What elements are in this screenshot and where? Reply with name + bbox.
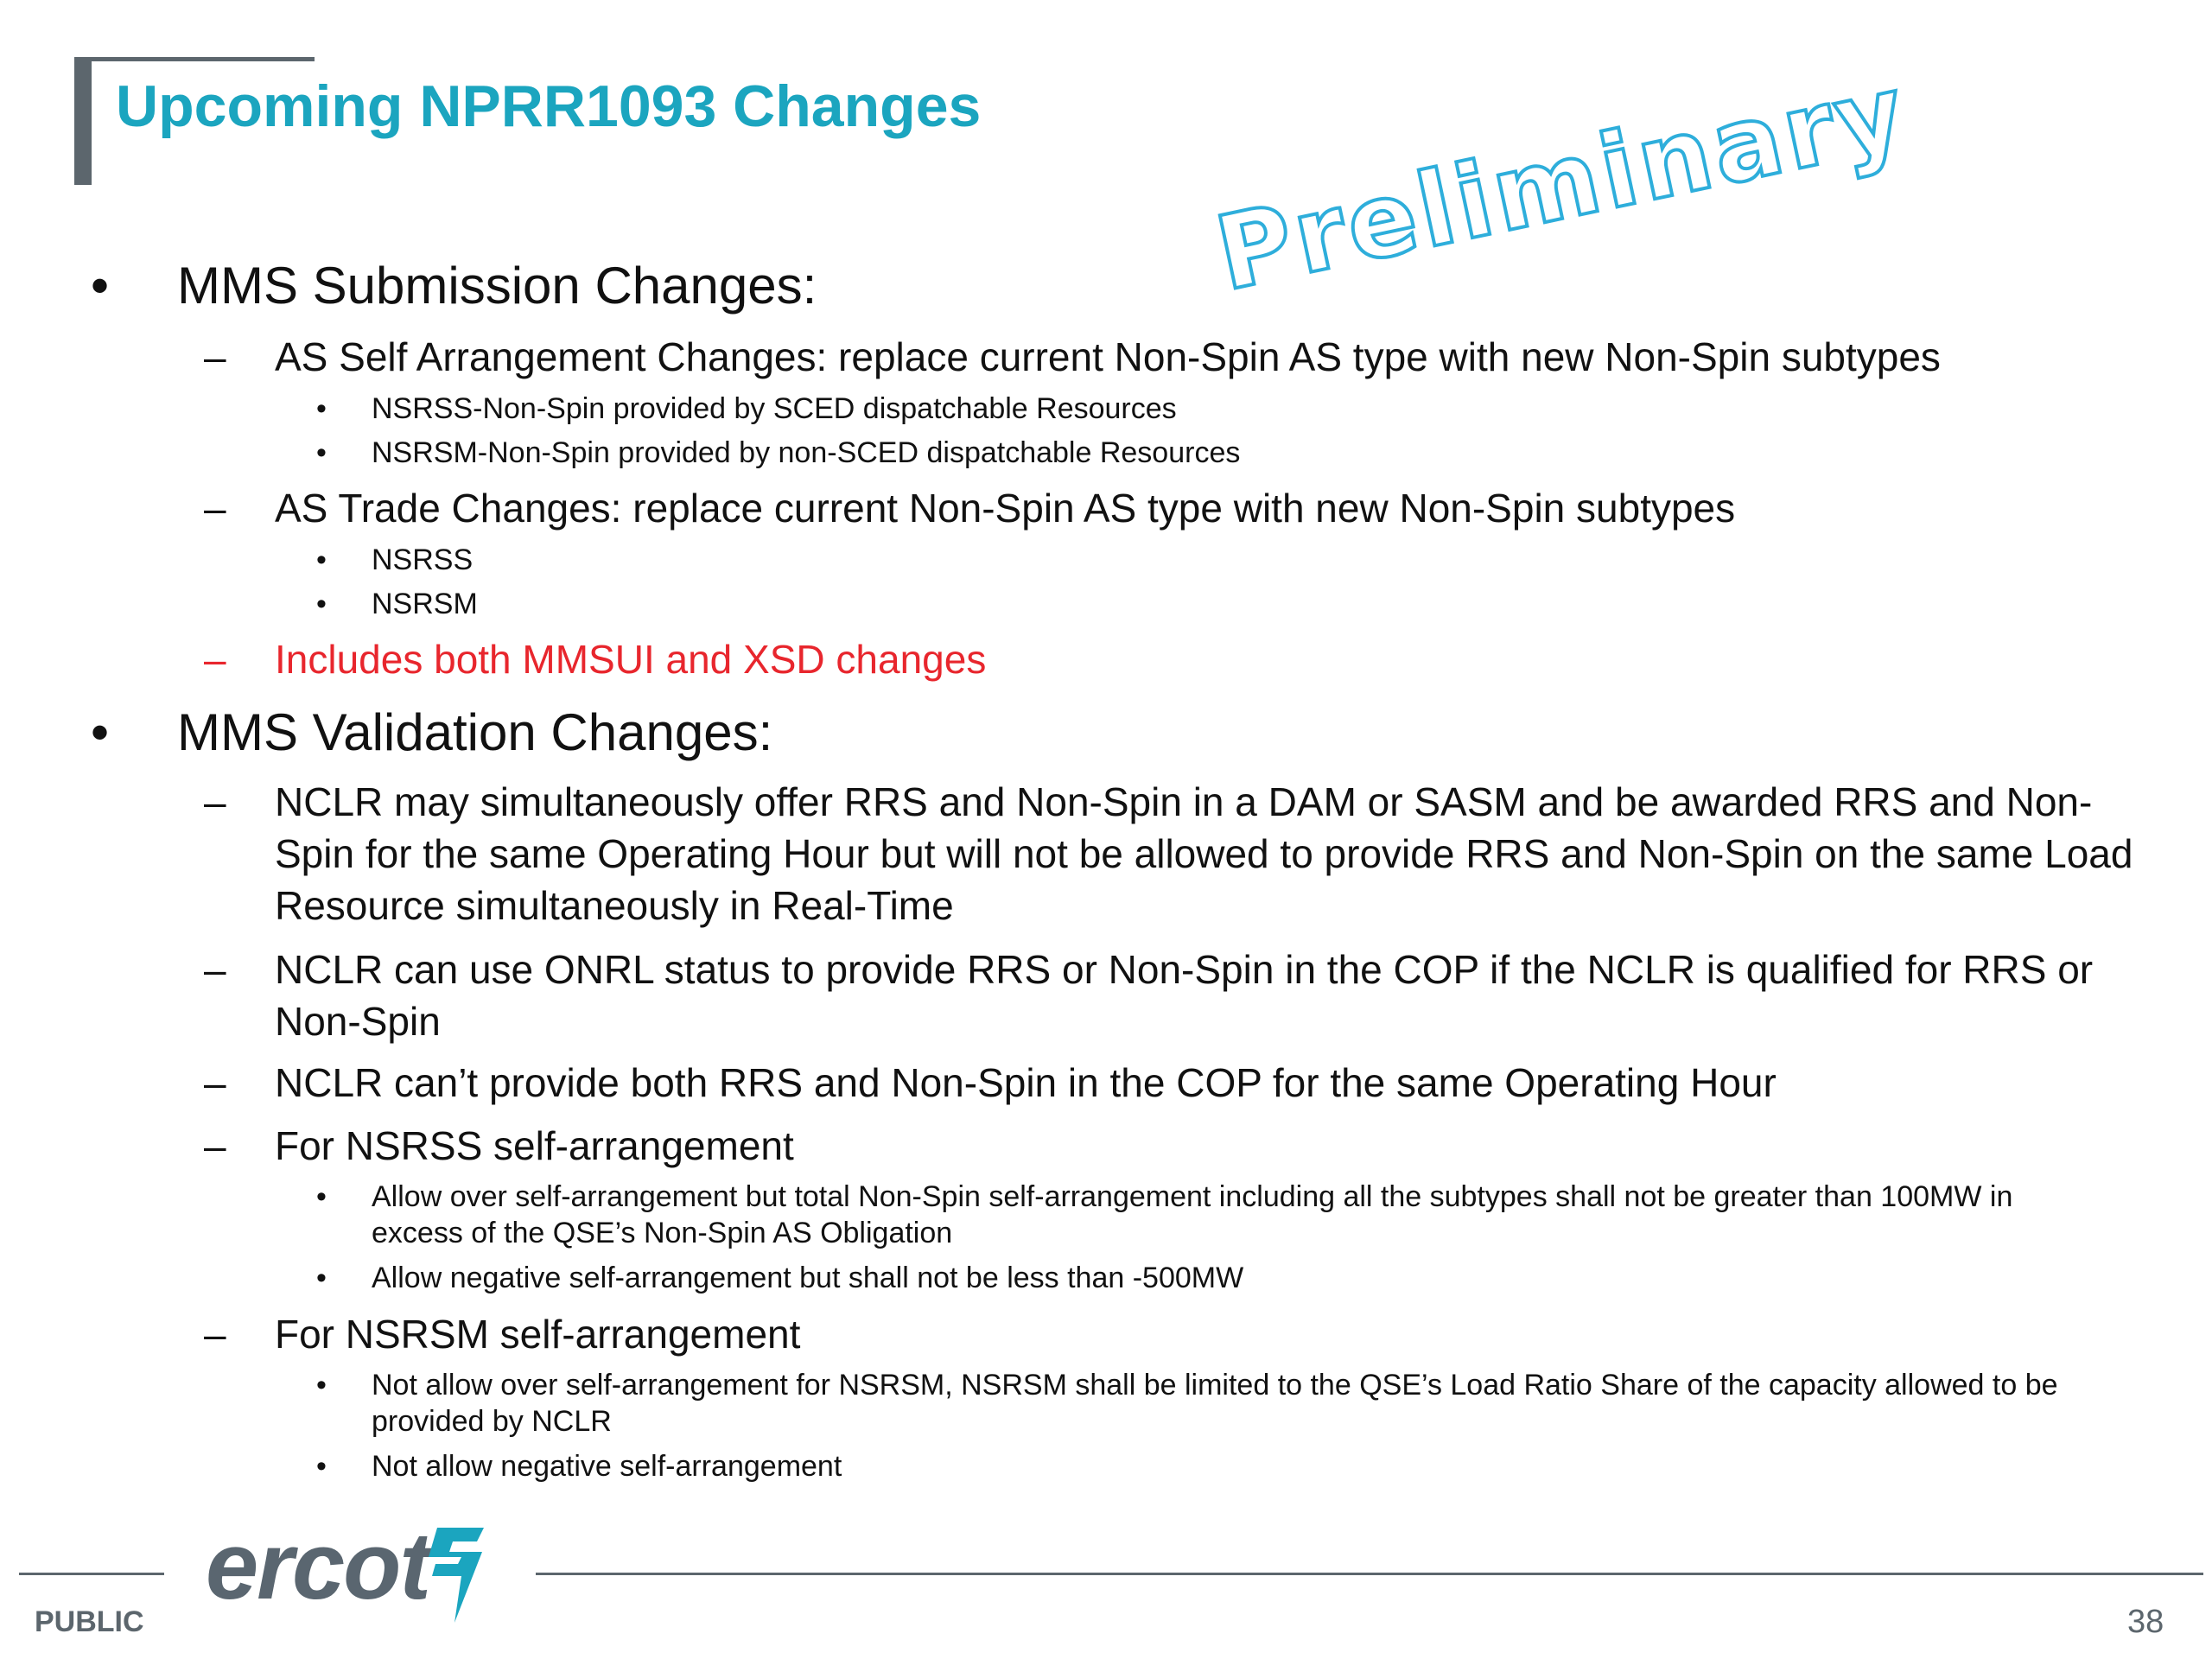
sub-list-item xyxy=(316,391,2108,427)
list-item xyxy=(204,1120,2158,1172)
sub-list-item xyxy=(316,435,2108,471)
list-item-text: NCLR may simultaneously offer RRS and Non-Spin in a DAM or SASM and be awarded RRS and Non-Spin for the same Operating Hour but will not be allowed to provide RRS and Non-Spin on the same Load Resource simultaneously in Real-Time xyxy=(275,779,2133,928)
sub-list-item-text: Allow over self-arrangement but total Non-Spin self-arrangement including all the subtypes shall not be greater than 100MW in excess of the QSE’s Non-Spin AS Obligation xyxy=(372,1180,2013,1249)
sub-list-item xyxy=(316,1260,2108,1296)
sub-list-item-text: NSRSM xyxy=(372,588,478,620)
bullet-icon: • xyxy=(316,1369,327,1402)
list-item-text: NCLR can’t provide both RRS and Non-Spin in the COP for the same Operating Hour xyxy=(275,1060,1777,1105)
section-heading-text: MMS Submission Changes: xyxy=(177,257,817,315)
dash-icon: – xyxy=(204,486,226,531)
section-heading-submission xyxy=(91,257,817,315)
list-item-highlight xyxy=(204,633,2158,685)
dash-icon: – xyxy=(204,779,226,824)
slide-title: Upcoming NPRR1093 Changes xyxy=(116,73,982,139)
bullet-icon: • xyxy=(316,588,327,620)
section-heading-validation xyxy=(91,703,773,761)
sub-list-item-text: Not allow over self-arrangement for NSRSM, NSRSM shall be limited to the QSE’s Load Ratio Share of the capacity allowed to be provided by NCLR xyxy=(372,1369,2058,1438)
bullet-icon: • xyxy=(316,1450,327,1483)
list-item xyxy=(204,482,2158,534)
list-item-text: For NSRSS self-arrangement xyxy=(275,1123,794,1168)
dash-icon: – xyxy=(204,334,226,379)
bullet-icon: • xyxy=(316,1262,327,1294)
bullet-icon: • xyxy=(91,703,110,761)
section-heading-text: MMS Validation Changes: xyxy=(177,703,773,761)
list-item-text: Includes both MMSUI and XSD changes xyxy=(275,637,987,682)
sub-list-item xyxy=(316,1448,2108,1484)
list-item xyxy=(204,1308,2158,1360)
title-accent-bar xyxy=(74,57,92,185)
sub-list-item-text: Allow negative self-arrangement but shall not be less than -500MW xyxy=(372,1262,1244,1294)
sub-list-item-text: NSRSS-Non-Spin provided by SCED dispatchable Resources xyxy=(372,392,1177,425)
list-item-text: For NSRSM self-arrangement xyxy=(275,1312,801,1357)
sub-list-item-text: NSRSM-Non-Spin provided by non-SCED dispatchable Resources xyxy=(372,436,1241,469)
list-item xyxy=(204,776,2158,931)
dash-icon: – xyxy=(204,1123,226,1168)
list-item-text: NCLR can use ONRL status to provide RRS or Non-Spin in the COP if the NCLR is qualified for RRS or Non-Spin xyxy=(275,947,2094,1044)
dash-icon: – xyxy=(204,1312,226,1357)
bullet-icon: • xyxy=(316,1180,327,1213)
list-item-text: AS Trade Changes: replace current Non-Spin AS type with new Non-Spin subtypes xyxy=(275,486,1736,531)
sub-list-item xyxy=(316,586,2108,622)
list-item xyxy=(204,944,2158,1047)
preliminary-watermark: Preliminary xyxy=(1206,51,1918,314)
page-number: 38 xyxy=(2127,1604,2164,1640)
ercot-logo: ercot xyxy=(206,1513,429,1619)
list-item-text: AS Self Arrangement Changes: replace current Non-Spin AS type with new Non-Spin subtypes xyxy=(275,334,1941,379)
ercot-bolt-icon xyxy=(420,1522,489,1626)
bullet-icon: • xyxy=(91,257,110,315)
footer-divider-right xyxy=(536,1573,2203,1575)
bullet-icon: • xyxy=(316,436,327,469)
classification-label: PUBLIC xyxy=(35,1605,144,1638)
dash-icon: – xyxy=(204,637,226,682)
bullet-icon: • xyxy=(316,392,327,425)
dash-icon: – xyxy=(204,947,226,992)
sub-list-item xyxy=(316,1367,2108,1440)
list-item xyxy=(204,331,2158,383)
dash-icon: – xyxy=(204,1060,226,1105)
title-accent-line xyxy=(74,57,315,61)
footer-divider-left xyxy=(19,1573,164,1575)
sub-list-item-text: NSRSS xyxy=(372,543,474,576)
list-item xyxy=(204,1057,2158,1109)
sub-list-item xyxy=(316,1179,2108,1251)
sub-list-item-text: Not allow negative self-arrangement xyxy=(372,1450,842,1483)
sub-list-item xyxy=(316,542,2108,578)
bullet-icon: • xyxy=(316,543,327,576)
